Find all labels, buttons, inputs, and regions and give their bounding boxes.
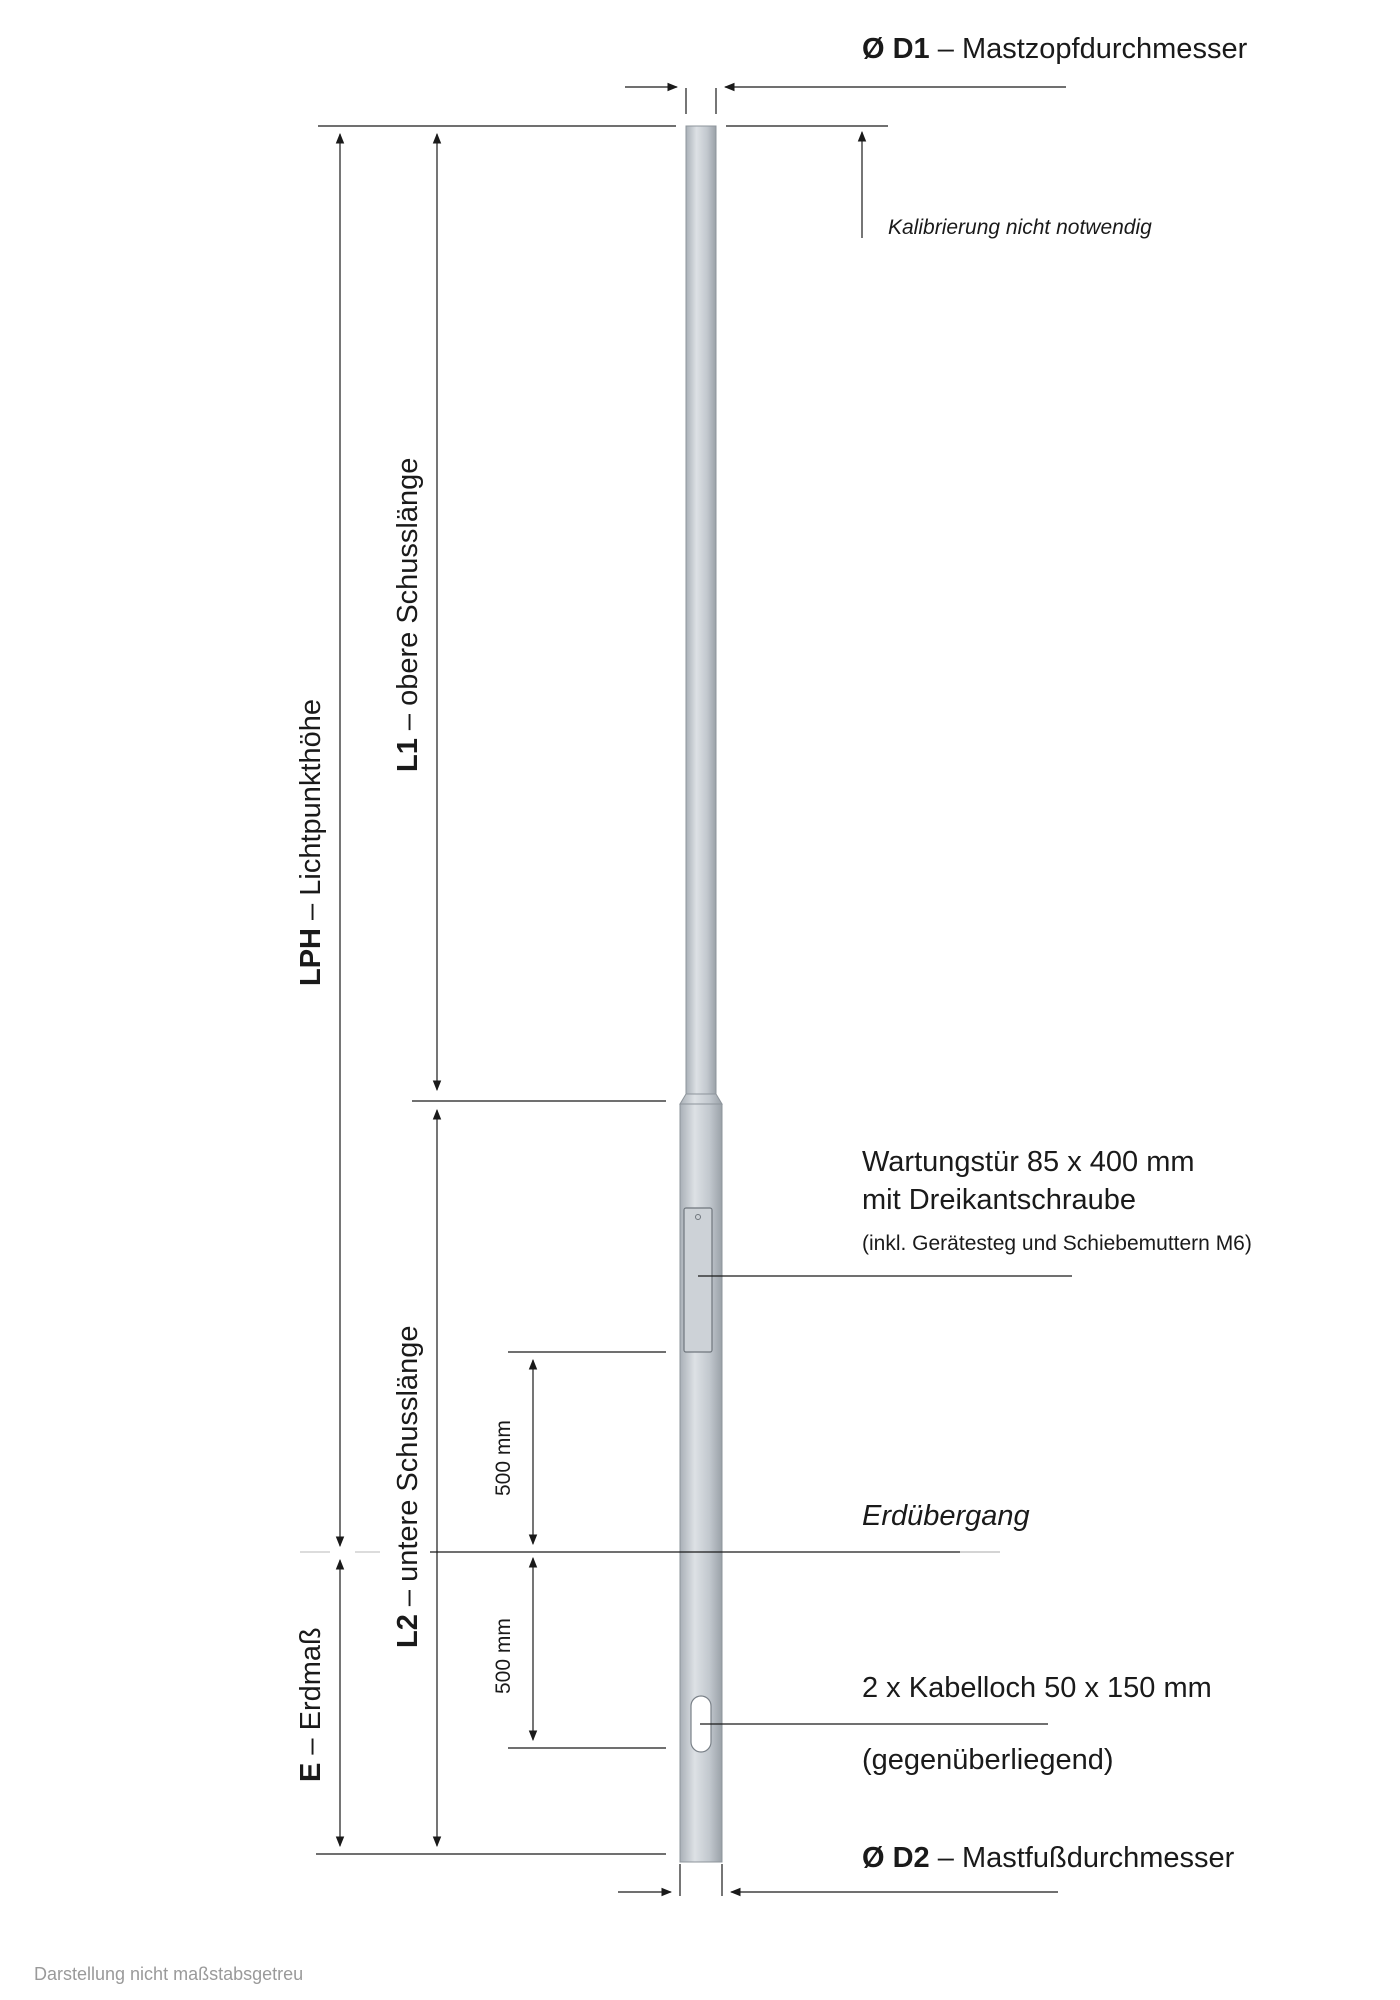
l2-dash: – (392, 1589, 424, 1607)
e-label (295, 1627, 328, 1782)
d1-text: Mastzopfdurchmesser (961, 33, 1248, 65)
d1-dash: – (937, 33, 954, 65)
cable-line-1: 2 x Kabelloch 50 x 150 mm (862, 1672, 1212, 1704)
l2-symbol: L2 (392, 1614, 424, 1648)
d2-symbol: Ø D2 (862, 1842, 930, 1874)
lph-symbol: LPH (295, 928, 327, 986)
e-text: Erdmaß (295, 1627, 327, 1731)
d2-text: Mastfußdurchmesser (961, 1842, 1235, 1874)
d2-label (862, 1842, 1234, 1875)
d2-dash: – (937, 1842, 954, 1874)
maintenance-door (684, 1208, 712, 1352)
lph-text: Lichtpunkthöhe (295, 699, 327, 896)
lph-dash: – (295, 903, 327, 920)
l1-dash: – (392, 713, 424, 731)
pole (680, 126, 722, 1862)
d1-label (862, 33, 1247, 66)
e-dash: – (295, 1738, 327, 1755)
door-line-2: mit Dreikantschraube (862, 1184, 1136, 1216)
lph-label (295, 699, 328, 986)
cable-line-2: (gegenüberliegend) (862, 1744, 1114, 1776)
door-line-3: (inkl. Gerätesteg und Schiebemuttern M6) (862, 1232, 1252, 1255)
dim-lower-label: 500 mm (492, 1618, 515, 1694)
pole-taper (680, 1094, 722, 1104)
l1-symbol: L1 (392, 738, 424, 772)
l1-text: obere Schusslänge (392, 457, 424, 706)
upper-pole-section (686, 126, 716, 1098)
door-line-1: Wartungstür 85 x 400 mm (862, 1146, 1195, 1178)
calibration-note: Kalibrierung nicht notwendig (888, 216, 1152, 239)
ground-label: Erdübergang (862, 1500, 1030, 1532)
dim-upper-label: 500 mm (492, 1420, 515, 1496)
e-symbol: E (295, 1762, 327, 1782)
l1-label (392, 458, 425, 772)
l2-text: untere Schusslänge (392, 1325, 424, 1582)
d1-symbol: Ø D1 (862, 33, 930, 65)
scale-footnote: Darstellung nicht maßstabsgetreu (34, 1964, 304, 1984)
l2-label (392, 1326, 425, 1648)
